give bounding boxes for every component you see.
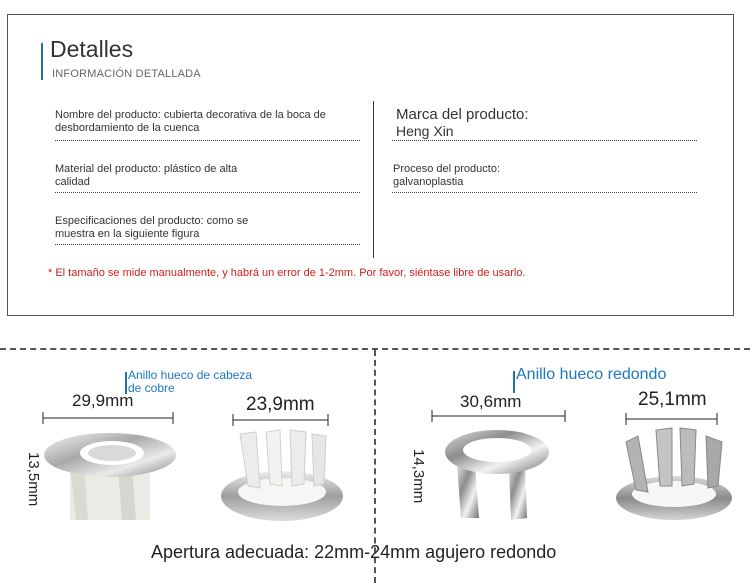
round-ring-side-view <box>425 410 575 525</box>
product-label-line2: de cobre <box>128 381 175 395</box>
dimension-height: 14,3mm <box>410 449 427 504</box>
product-brand-line2: Heng Xin <box>396 123 454 139</box>
divider <box>392 192 697 193</box>
measurement-note: * El tamaño se mide manualmente, y habrá un error de 1-2mm. Por favor, siéntase libre de usarlo. <box>48 267 526 279</box>
divider <box>55 140 360 141</box>
dimension-outer-diameter: 29,9mm <box>72 391 134 410</box>
product-name <box>55 109 326 135</box>
product-material-line1: Material del producto: plástico de alta <box>55 163 238 175</box>
divider <box>392 140 697 141</box>
product-process-line1: Proceso del producto: <box>393 163 501 175</box>
dimension-outer-diameter: 30,6mm <box>460 392 522 411</box>
product-process-line2: galvanoplastia <box>393 176 464 188</box>
product-name-line2: desbordamiento de la cuenca <box>55 122 200 134</box>
product-material <box>55 163 237 189</box>
title-accent-bar <box>41 43 43 80</box>
page-title: Detalles <box>50 36 134 62</box>
divider <box>55 244 360 245</box>
product-spec <box>55 215 248 241</box>
product-label-line1: Anillo hueco de cabeza <box>128 368 253 382</box>
dimension-inner-diameter: 25,1mm <box>638 389 707 410</box>
dimension-height: 13,5mm <box>25 452 42 507</box>
product-spec-line2: muestra en la siguiente figura <box>55 228 200 240</box>
product-brand-line1: Marca del producto: <box>396 106 529 123</box>
divider <box>55 192 360 193</box>
product-name-line1: Nombre del producto: cubierta decorativa de la boca de <box>55 109 326 121</box>
product-label-copper-ring <box>128 369 252 395</box>
product-material-line2: calidad <box>55 176 90 188</box>
product-label-round-ring: Anillo hueco redondo <box>516 366 667 383</box>
dimension-inner-diameter: 23,9mm <box>246 394 315 415</box>
copper-ring-side-view <box>40 410 180 525</box>
product-process <box>393 163 500 189</box>
footer-caption: Apertura adecuada: 22mm-24mm agujero redondo <box>151 542 557 562</box>
round-ring-angled-view <box>612 412 747 524</box>
product-brand <box>396 107 529 139</box>
label-marker <box>513 371 515 393</box>
column-divider <box>373 101 374 258</box>
copper-ring-angled-view <box>220 414 360 524</box>
product-spec-line1: Especificaciones del producto: como se <box>55 215 249 227</box>
page-subtitle: INFORMACIÓN DETALLADA <box>52 68 201 80</box>
